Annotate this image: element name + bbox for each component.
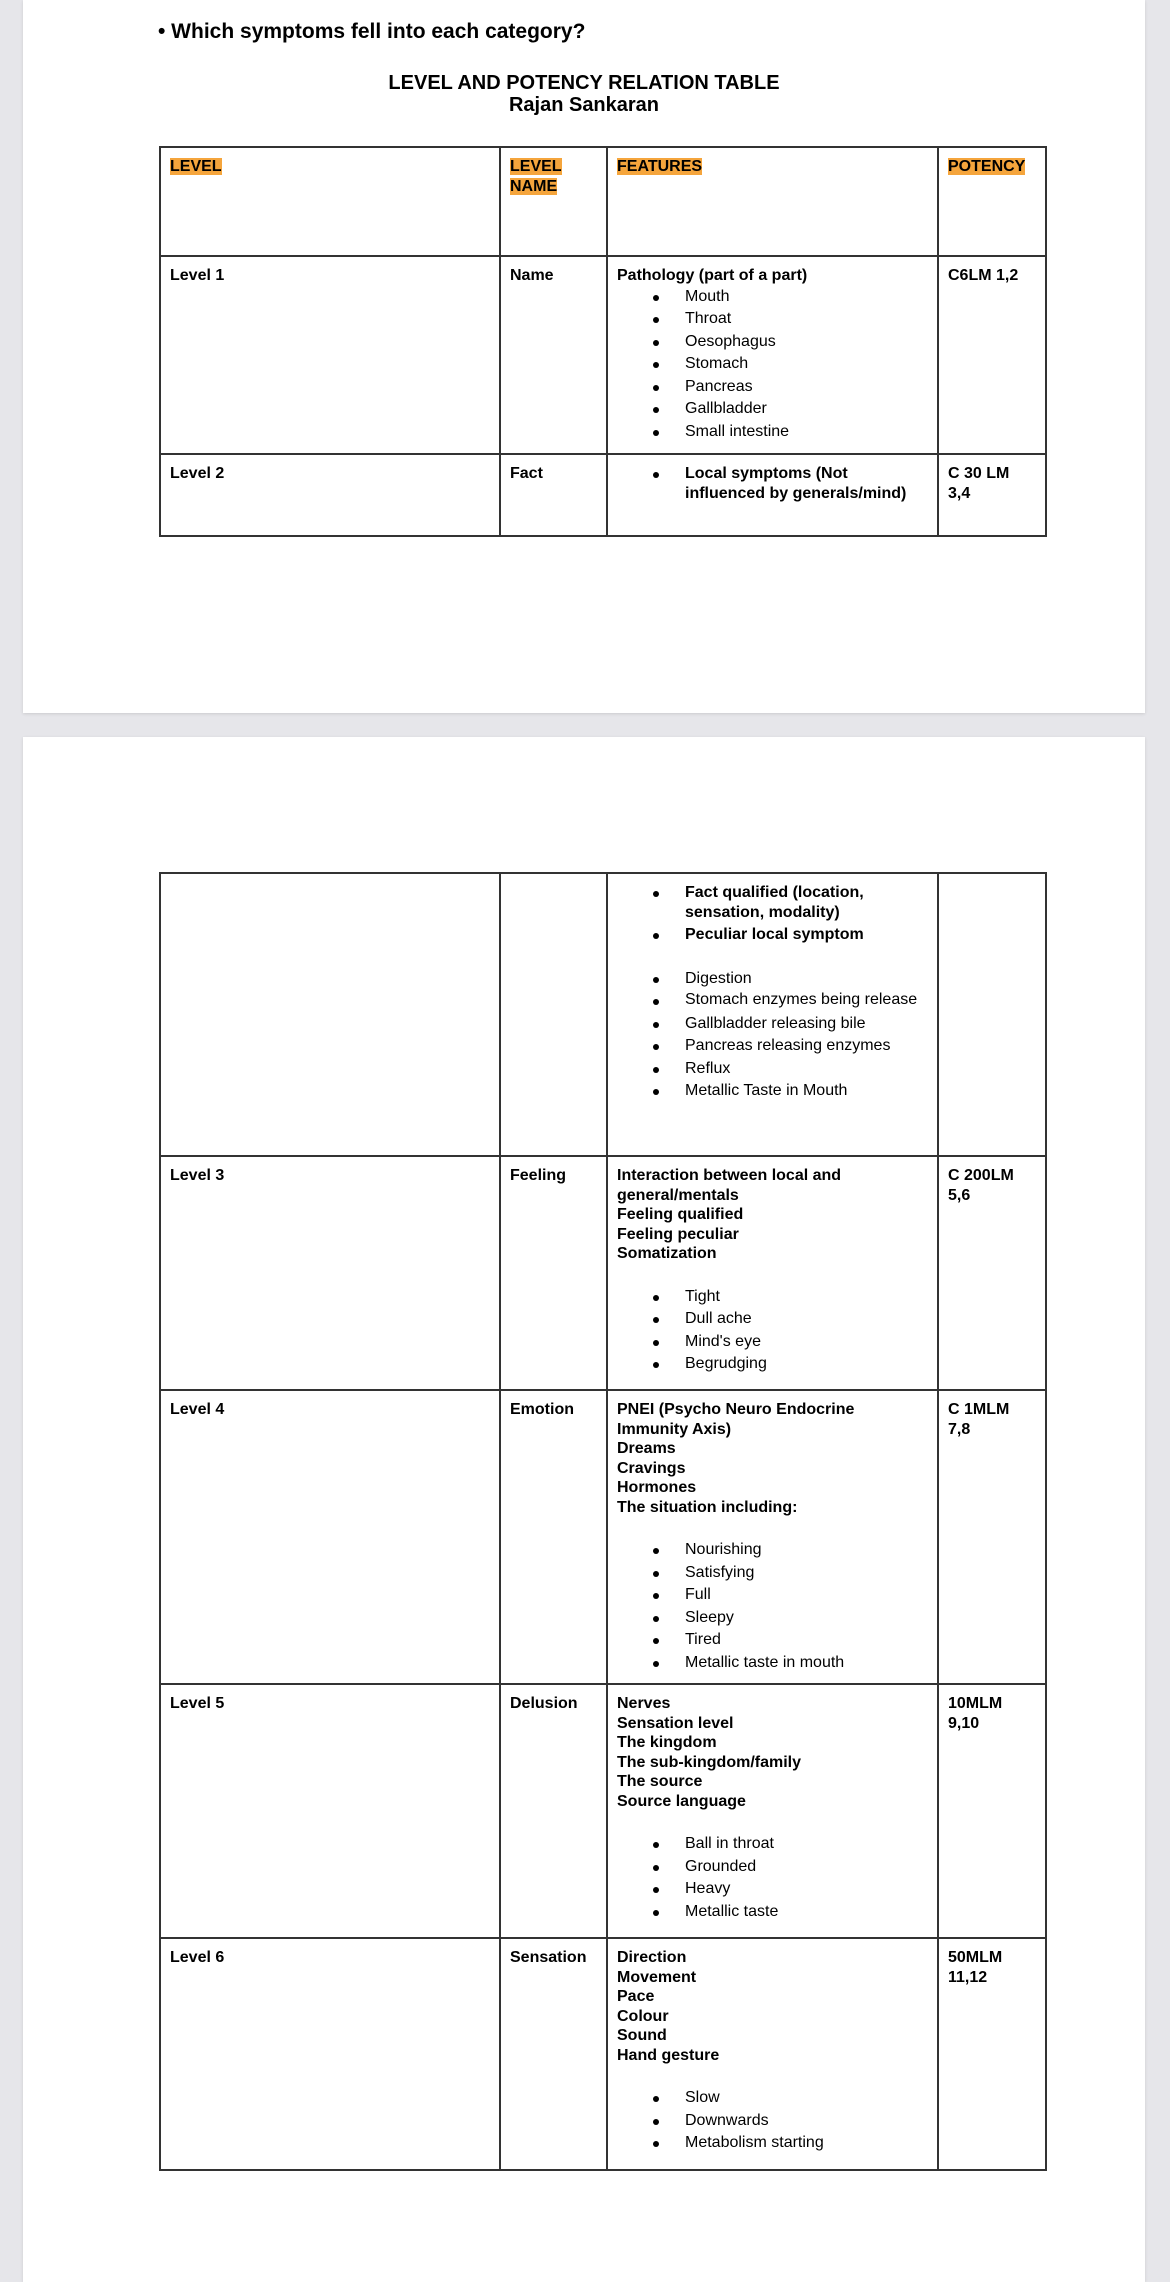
level-name-cell: Delusion [500, 1684, 607, 1938]
potency-numbers: 5,6 [948, 1186, 971, 1204]
list-item: Downwards [617, 2110, 928, 2133]
feature-heading [617, 1694, 928, 1811]
level-cell: Level 1 [160, 256, 500, 454]
list-item: Pancreas releasing enzymes [617, 1035, 928, 1058]
list-item: Reflux [617, 1058, 928, 1081]
features-cell [607, 873, 938, 1156]
list-item: Sleepy [617, 1607, 928, 1630]
level-potency-table-part-1 [159, 146, 1047, 537]
list-item: Fact qualified (location, sensation, modality) [617, 883, 928, 922]
question-text: • Which symptoms fell into each category? [158, 20, 586, 43]
potency-numbers: 7,8 [948, 1420, 971, 1438]
list-item: Gallbladder releasing bile [617, 1013, 928, 1036]
table-row-level-6 [160, 1938, 1046, 2170]
feature-heading [617, 1948, 928, 2065]
title-block [23, 72, 1145, 116]
list-item: Mind's eye [617, 1331, 928, 1354]
feature-heading-line: The kingdom [617, 1734, 717, 1751]
table-row-level-3 [160, 1156, 1046, 1390]
level-name-cell: Fact [500, 454, 607, 536]
document-page-1 [23, 0, 1145, 713]
header-level: LEVEL [170, 158, 222, 175]
header-level-name-line2: NAME [510, 177, 558, 195]
feature-heading-line: Direction [617, 1949, 687, 1966]
feature-heading-line: Pace [617, 1988, 655, 2005]
feature-heading-line: Sensation level [617, 1714, 734, 1732]
potency-value: C 200LM [948, 1167, 1014, 1184]
level-cell: Level 3 [160, 1156, 500, 1390]
feature-list [617, 2087, 928, 2155]
header-level-cell [160, 147, 500, 256]
list-item: Tired [617, 1629, 928, 1652]
potency-value: 10MLM [948, 1695, 1003, 1712]
potency-numbers: 3,4 [948, 484, 971, 502]
feature-heading-line: Sound [617, 2027, 667, 2044]
list-item: Metabolism starting [617, 2132, 928, 2155]
list-item: Grounded [617, 1856, 928, 1879]
table-header-row [160, 147, 1046, 256]
features-cell [607, 1684, 938, 1938]
feature-list-bold [617, 883, 928, 945]
feature-heading-line: The situation including: [617, 1498, 798, 1516]
feature-list [617, 464, 928, 503]
header-potency-cell [938, 147, 1046, 256]
level-potency-table-part-2 [159, 872, 1047, 2171]
level-name-cell: Sensation [500, 1938, 607, 2170]
header-level-name-line1: LEVEL [510, 158, 562, 175]
feature-heading-line: Interaction between local and general/mentals [617, 1167, 842, 1204]
list-item: Small intestine [617, 421, 928, 444]
features-cell [607, 1390, 938, 1684]
potency-cell [938, 454, 1046, 536]
level-name-cell: Name [500, 256, 607, 454]
potency-value: C 1MLM [948, 1401, 1010, 1418]
table-row-level-2 [160, 454, 1046, 536]
potency-numbers: 9,10 [948, 1714, 980, 1732]
header-potency: POTENCY [948, 158, 1026, 175]
feature-heading-line: The source [617, 1773, 703, 1790]
list-item: Metallic Taste in Mouth [617, 1080, 928, 1103]
list-item: Throat [617, 308, 928, 331]
list-item: Full [617, 1584, 928, 1607]
list-item: Gallbladder [617, 398, 928, 421]
feature-heading-line: Hand gesture [617, 2046, 720, 2064]
list-item: Oesophagus [617, 331, 928, 354]
document-page-2 [23, 737, 1145, 2282]
feature-heading-line: Hormones [617, 1479, 697, 1496]
header-level-name-cell [500, 147, 607, 256]
features-cell [607, 1938, 938, 2170]
level-cell: Level 5 [160, 1684, 500, 1938]
feature-heading-line: Dreams [617, 1440, 676, 1457]
list-item: Stomach [617, 353, 928, 376]
potency-cell [938, 1684, 1046, 1938]
feature-heading-line: Colour [617, 2007, 669, 2025]
list-item: Tight [617, 1286, 928, 1309]
list-item: Heavy [617, 1878, 928, 1901]
list-item: Pancreas [617, 376, 928, 399]
feature-heading-line: PNEI (Psycho Neuro Endocrine Immunity Axis) [617, 1401, 855, 1438]
list-item: Peculiar local symptom [617, 925, 928, 945]
feature-heading [617, 1400, 928, 1517]
potency-cell [938, 1156, 1046, 1390]
list-item: Stomach enzymes being release [617, 990, 928, 1013]
list-item: Dull ache [617, 1308, 928, 1331]
feature-heading-line: Feeling peculiar [617, 1225, 739, 1243]
feature-heading-line: Feeling qualified [617, 1206, 744, 1223]
feature-heading-line: The sub-kingdom/family [617, 1753, 802, 1771]
table-row-level-2-continued [160, 873, 1046, 1156]
table-row-level-1 [160, 256, 1046, 454]
list-item: Metallic taste [617, 1901, 928, 1924]
potency-cell [938, 1938, 1046, 2170]
list-item: Nourishing [617, 1539, 928, 1562]
feature-list [617, 968, 928, 1103]
list-item: Metallic taste in mouth [617, 1652, 928, 1675]
feature-heading-line: Movement [617, 1968, 697, 1986]
potency-cell [938, 1390, 1046, 1684]
list-item: Mouth [617, 286, 928, 309]
level-name-cell: Emotion [500, 1390, 607, 1684]
table-author: Rajan Sankaran [508, 94, 660, 116]
level-cell: Level 2 [160, 454, 500, 536]
feature-heading-line: Cravings [617, 1459, 686, 1477]
features-cell [607, 256, 938, 454]
list-item: Begrudging [617, 1353, 928, 1376]
table-row-level-4 [160, 1390, 1046, 1684]
table-row-level-5 [160, 1684, 1046, 1938]
header-features-cell [607, 147, 938, 256]
level-cell [160, 873, 500, 1156]
feature-list [617, 1833, 928, 1923]
feature-list [617, 1539, 928, 1674]
feature-heading [617, 1166, 928, 1264]
list-item: Digestion [617, 968, 928, 991]
potency-value: 50MLM [948, 1949, 1003, 1966]
feature-heading-line: Nerves [617, 1695, 671, 1712]
potency-cell: C6LM 1,2 [938, 256, 1046, 454]
level-name-cell [500, 873, 607, 1156]
level-cell: Level 4 [160, 1390, 500, 1684]
header-features: FEATURES [617, 158, 703, 175]
feature-list [617, 286, 928, 444]
list-item: Local symptoms (Not influenced by generals/mind) [617, 464, 928, 503]
feature-heading-line: Somatization [617, 1245, 717, 1262]
potency-numbers: 11,12 [948, 1968, 988, 1986]
list-item: Ball in throat [617, 1833, 928, 1856]
list-item: Slow [617, 2087, 928, 2110]
level-cell: Level 6 [160, 1938, 500, 2170]
feature-heading-line: Source language [617, 1792, 746, 1810]
feature-heading: Pathology (part of a part) [617, 267, 808, 284]
potency-value: C 30 LM [948, 465, 1010, 482]
table-title: LEVEL AND POTENCY RELATION TABLE [388, 72, 780, 94]
feature-list [617, 1286, 928, 1376]
list-item: Satisfying [617, 1562, 928, 1585]
level-name-cell: Feeling [500, 1156, 607, 1390]
potency-cell [938, 873, 1046, 1156]
features-cell [607, 1156, 938, 1390]
features-cell [607, 454, 938, 536]
